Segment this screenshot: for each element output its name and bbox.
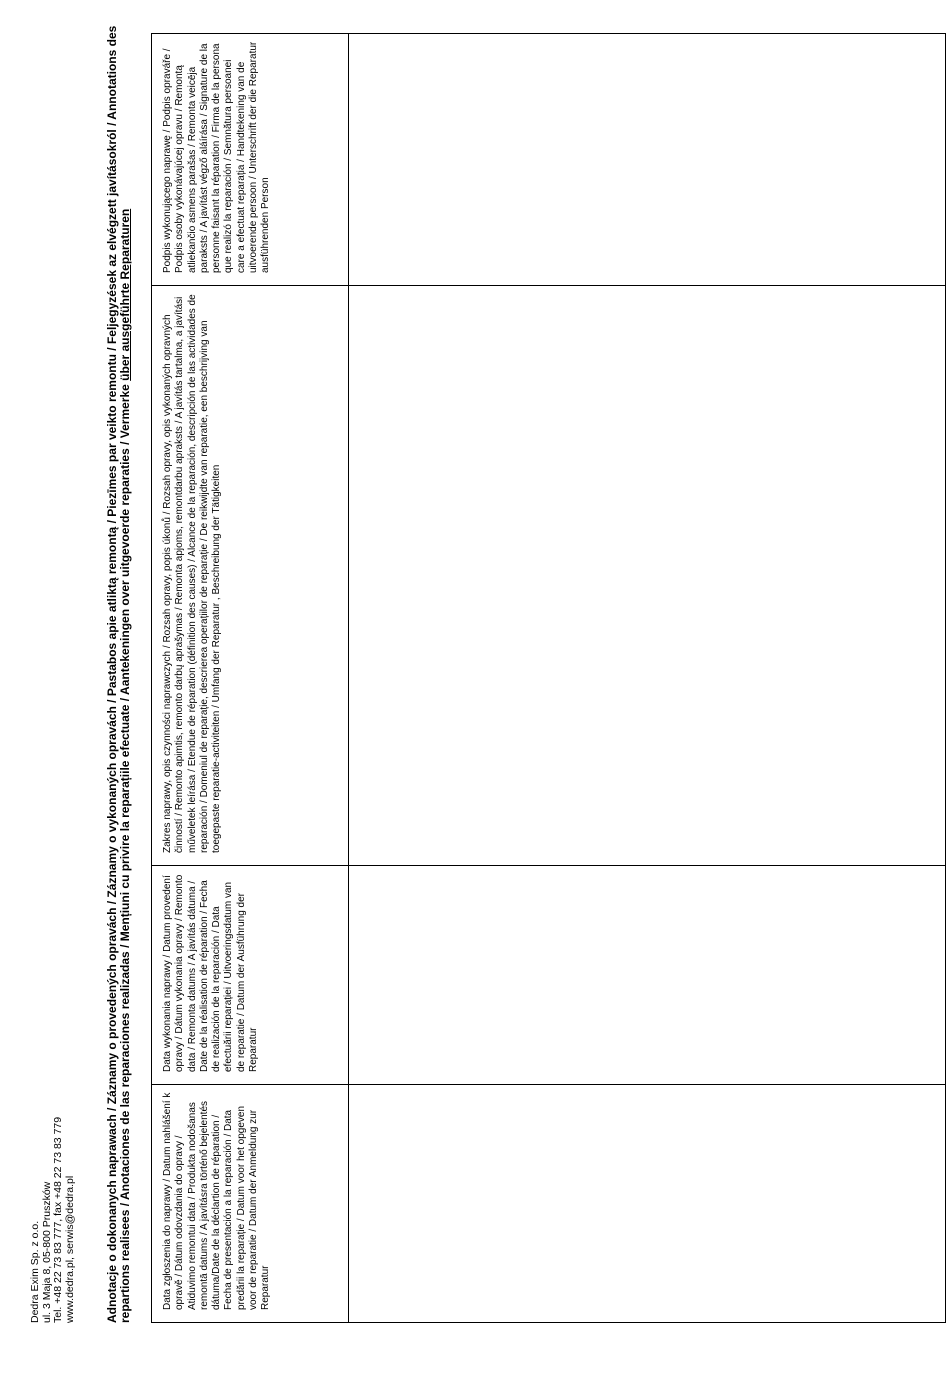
page-title-underlined: über ausgeführte Reparaturen [118, 208, 132, 381]
page-title-main: Adnotacje o dokonanych naprawach / Záznamy o provedených opravách / Záznamy o vykonaných opravách / Pastabos apie atliktą remontą / Piezīmes par veikto remontu / Feljegyzések az elvégzett javításokról / Annotations des repartions realisees / Anotaciones de las reparaciones realizadas / Mențiuni cu privire la reparațiile efectuate / Aantekeningen over uitgevoerde reparaties / Vermerke [105, 25, 132, 1323]
column-header-repair-date: Data wykonania naprawy / Datum provedení opravy / Dátum vykonania opravy / Remonto data / Remonta datums / A javítás dátuma / Date de la réalisation de réparation / Fecha de realización de la reparación / Data efectuării reparației / Uitvoeringsdatum van de reparatie / Datum der Ausführung der Reparatur [152, 866, 349, 1085]
page-title [106, 7, 132, 1323]
column-header-report-date: Data zgłoszenia do naprawy / Datum nahlášení k opravě / Dátum odovzdania do opravy / Atiduvimo remontui data / Produkta nodošanas remontā datums / A javításra történő bejelentés dátuma/Date de la déclartion de réparation / Fecha de presentación a la reparación / Data predării la reparație / Datum voor het opgeven voor de reparatie / Datum der Anmeldung zur Reparatur [152, 1085, 349, 1323]
company-address: ul. 3 Maja 8, 05-800 Pruszków [40, 1181, 53, 1323]
table-header-row [152, 34, 349, 1323]
repair-scope-cell[interactable] [349, 286, 946, 866]
company-name: Dedra Exim Sp. z o.o. [29, 1220, 41, 1323]
table-row [349, 34, 946, 1323]
company-web: www.dedra.pl, serwis@dedra.pl [63, 1175, 76, 1323]
column-header-repair-scope: Zakres naprawy, opis czynności naprawczych / Rozsah opravy, popis úkonů / Rozsah opravy, opis vykonaných opravných činností / Remonto apimtis, remonto darbų aprašymas / Remonta apjoms, remontdarbu apraksts / A javítás tartalma, a javítási műveletek leírása / Etendue de réparation (définition des causes) / Alcance de la reparación, descripción de las actividades de reparación / Domeniul de reparație, descrierea operațiilor de reparație / De reikwijdte van reparatie, een beschrijving van toegepaste reparatie-activiteiten / Umfang der Reparatur , Beschreibung der Tätigkeiten [152, 286, 349, 866]
company-phone: Tel. +48 22 73 83 777, fax +48 22 73 83 779 [52, 1116, 64, 1323]
repair-date-cell[interactable] [349, 866, 946, 1085]
signature-cell[interactable] [349, 34, 946, 286]
repair-notes-table [151, 33, 946, 1323]
column-header-signature: Podpis wykonującego naprawę / Podpis opraváře / Podpis osoby vykonávajúcej opravu / Remontą atliekančio asmens parašas / Remonta veicēja paraksts / A javítást végző aláírása / Signature de la personne faisant la réparation / Firma de la persona que realizó la reparación / Semnătura persoanei care a efectuat reparația / Handtekening van de uitvoerende persoon / Unterschrift der die Reparatur ausführenden Person [152, 34, 349, 286]
company-info [30, 903, 76, 1323]
report-date-cell[interactable] [349, 1085, 946, 1323]
